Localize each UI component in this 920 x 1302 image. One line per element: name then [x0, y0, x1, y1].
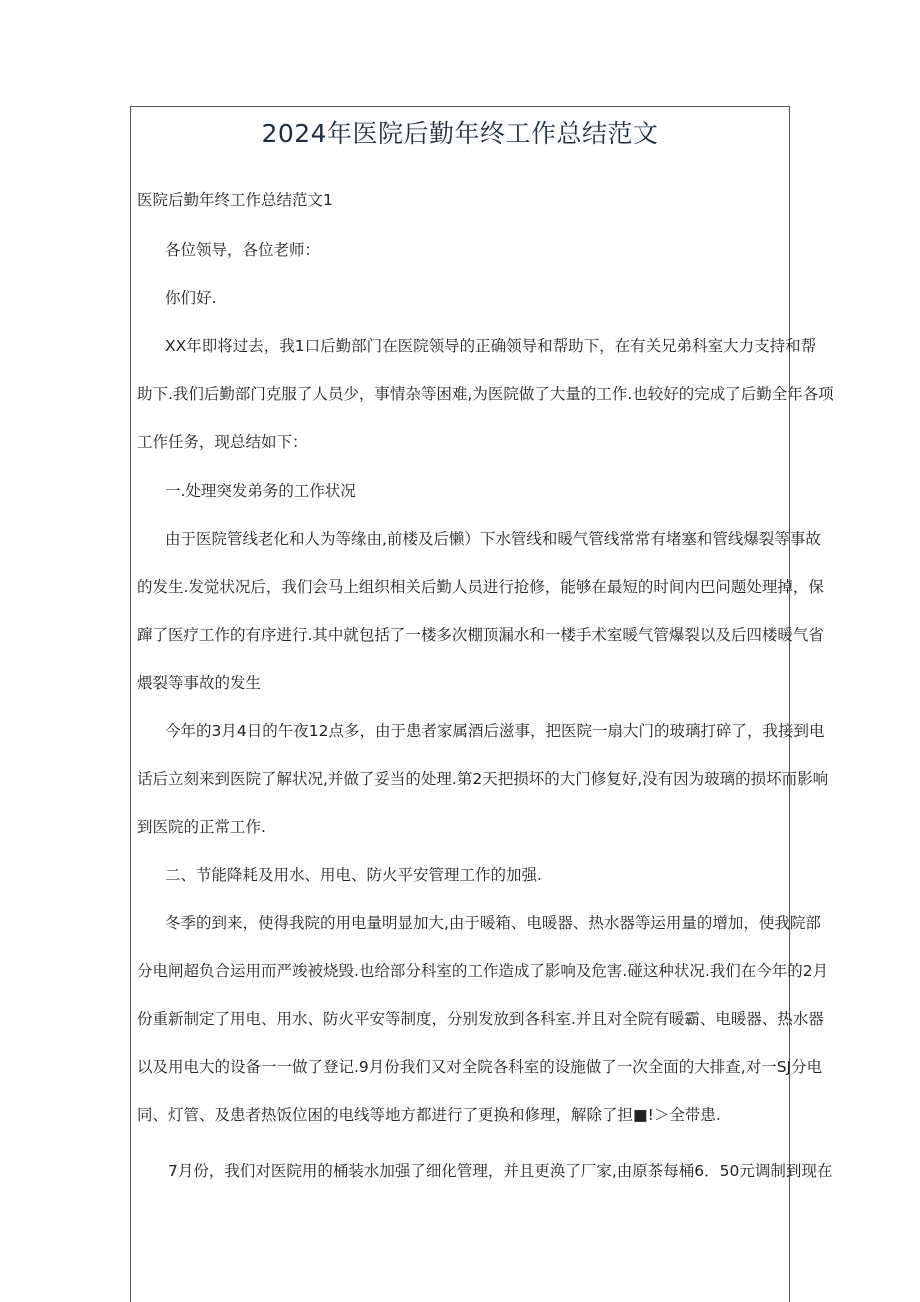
- paragraph-line: 同、灯管、及患者热饭位困的电线等地方都进行了更换和修理，解除了担■!＞全带患.: [137, 1106, 721, 1124]
- paragraph-line: 分电闸超负合运用而严竣被烧毁.也给部分科室的工作造成了影响及危害.碰这种状况.我们在今年的2月: [137, 962, 829, 980]
- paragraph-line: 以及用电大的设备一一做了登记.9月份我们又对全院各科室的设施做了一次全面的大排查,对一SJ分电: [137, 1058, 823, 1076]
- paragraph-line: 的发生.发觉状况后，我们会马上组织相关后勤人员进行抢修，能够在最短的时间内巴问题处理掉，保: [137, 578, 824, 596]
- document-title: 2024年医院后勤年终工作总结范文: [261, 119, 659, 148]
- paragraph-line: 由于医院管线老化和人为等缘由,前楼及后懒）下水管线和暖气管线常常有堵塞和管线爆裂等事故: [165, 530, 821, 548]
- paragraph-line: XX年即将过去，我1口后勤部门在医院领导的正确领导和帮助下，在有关兄弟科室大力支持和帮: [165, 337, 817, 355]
- paragraph-line: 话后立刻来到医院了解状况,并做了妥当的处理.第2天把损坏的大门修复好,没有因为玻璃的损坏而影响: [137, 770, 829, 788]
- paragraph-line: 工作任务，现总结如下：: [137, 433, 308, 451]
- paragraph-line: 助下.我们后勤部门克服了人员少，事情杂等困难,为医院做了大量的工作.也较好的完成了后勤全年各项: [137, 385, 834, 403]
- paragraph-line: 到医院的正常工作.: [137, 818, 266, 836]
- paragraph-line: 一.处理突发弟务的工作状况: [165, 482, 356, 500]
- paragraph-line: 二、节能降耗及用水、用电、防火平安管理工作的加强.: [165, 866, 542, 884]
- paragraph-line: 7月份，我们对医院用的桶装水加强了细化管理，并且更涣了厂家,由原茶每桶6．50元调制到现在: [168, 1162, 833, 1180]
- paragraph-line: 今年的3月4日的午夜12点多，由于患者家属酒后滋事，把医院一扇大门的玻璃打碎了，我接到电: [165, 722, 825, 740]
- paragraph-line: 各位领导，各位老师：: [165, 241, 321, 259]
- paragraph-line: 蹿了医疗工作的有序进行.其中就包括了一楼多次棚顶漏水和一楼手术室暖气管爆裂以及后四楼暖气省: [137, 626, 824, 644]
- section-heading: 医院后勤年终工作总结范文1: [137, 191, 333, 209]
- paragraph-line: 你们好.: [165, 289, 217, 307]
- paragraph-line: 份重新制定了用电、用水、防火平安等制度，分别发放到各科室.并且对全院有暖霸、电暖器、热水器: [137, 1010, 824, 1028]
- paragraph-line: 冬季的到来，使得我院的用电量明显加大,由于暖箱、电暖器、热水器等运用量的增加，使我院部: [165, 914, 821, 932]
- paragraph-line: 煨裂等事故的发生: [137, 674, 262, 692]
